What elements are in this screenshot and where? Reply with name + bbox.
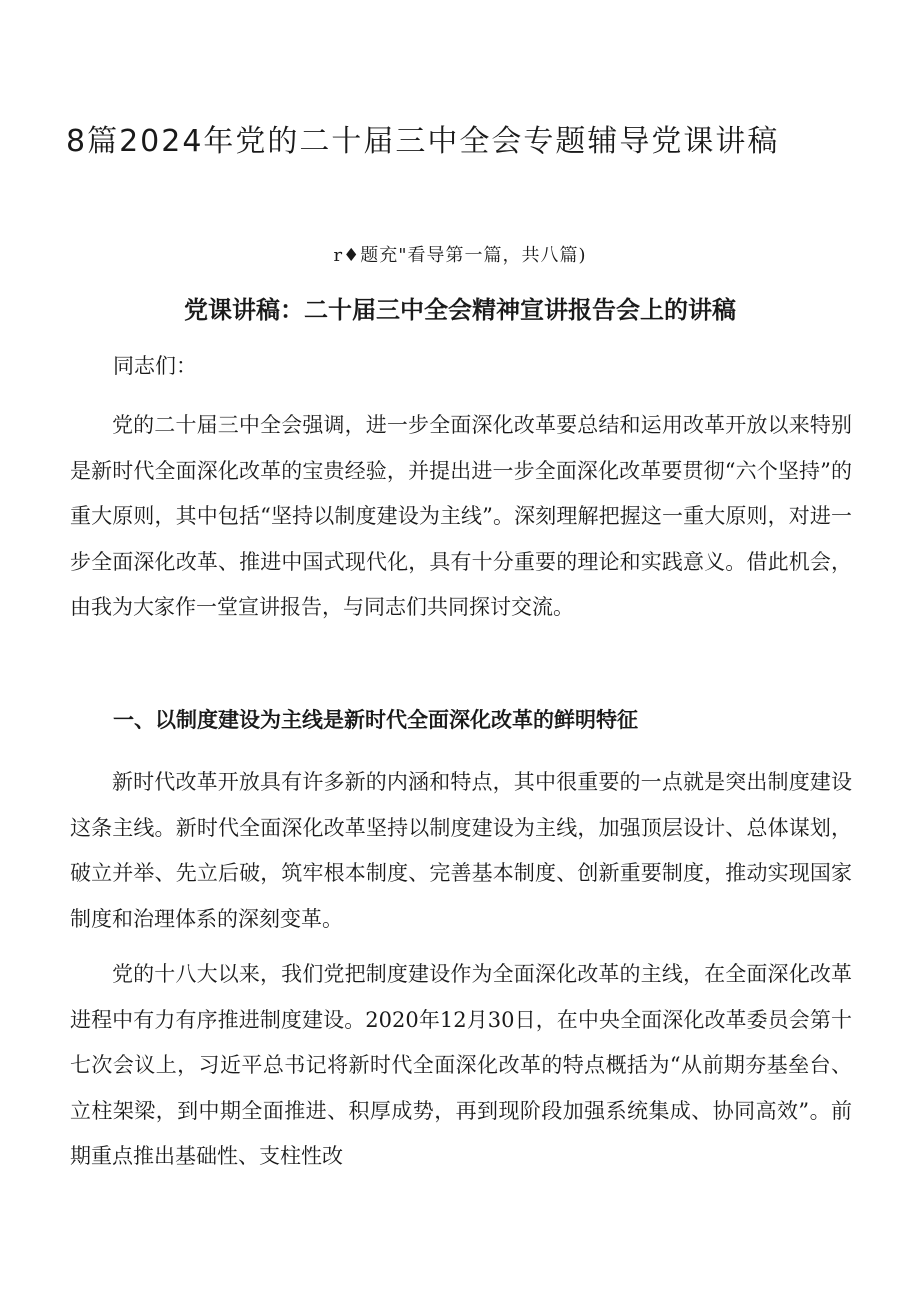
section-heading-1: 一、以制度建设为主线是新时代全面深化改革的鲜明特征 bbox=[113, 708, 638, 732]
paragraph-section-1-b: 党的十八大以来，我们党把制度建设作为全面深化改革的主线，在全面深化改革进程中有力有序推进制度建设。2020年12月30日，在中央全面深化改革委员会第十七次会议上，习近平总书记将新时代全面深化改革的特点概括为“从前期夯基垒台、立柱架梁，到中期全面推进、积厚成势，再到现阶段加强系统集成、协同高效”。前期重点推出基础性、支柱性改 bbox=[70, 962, 852, 1168]
series-note: r♦题充"看导第一篇，共八篇) bbox=[333, 245, 587, 266]
greeting: 同志们： bbox=[113, 354, 197, 378]
paragraph-section-1-a: 新时代改革开放具有许多新的内涵和特点，其中很重要的一点就是突出制度建设这条主线。新时代全面深化改革坚持以制度建设为主线，加强顶层设计、总体谋划，破立并举、先立后破，筑牢根本制度、完善基本制度、创新重要制度，推动实现国家制度和治理体系的深刻变革。 bbox=[70, 770, 852, 931]
speech-title: 党课讲稿：二十届三中全会精神宣讲报告会上的讲稿 bbox=[184, 296, 736, 324]
paragraph-intro: 党的二十届三中全会强调，进一步全面深化改革要总结和运用改革开放以来特别是新时代全面深化改革的宝贵经验，并提出进一步全面深化改革要贯彻“六个坚持”的重大原则，其中包括“坚持以制度建设为主线”。深刻理解把握这一重大原则，对进一步全面深化改革、推进中国式现代化，具有十分重要的理论和实践意义。借此机会，由我为大家作一堂宣讲报告，与同志们共同探讨交流。 bbox=[70, 413, 852, 619]
document-title: 8篇2024年党的二十届三中全会专题辅导党课讲稿 bbox=[66, 124, 780, 159]
